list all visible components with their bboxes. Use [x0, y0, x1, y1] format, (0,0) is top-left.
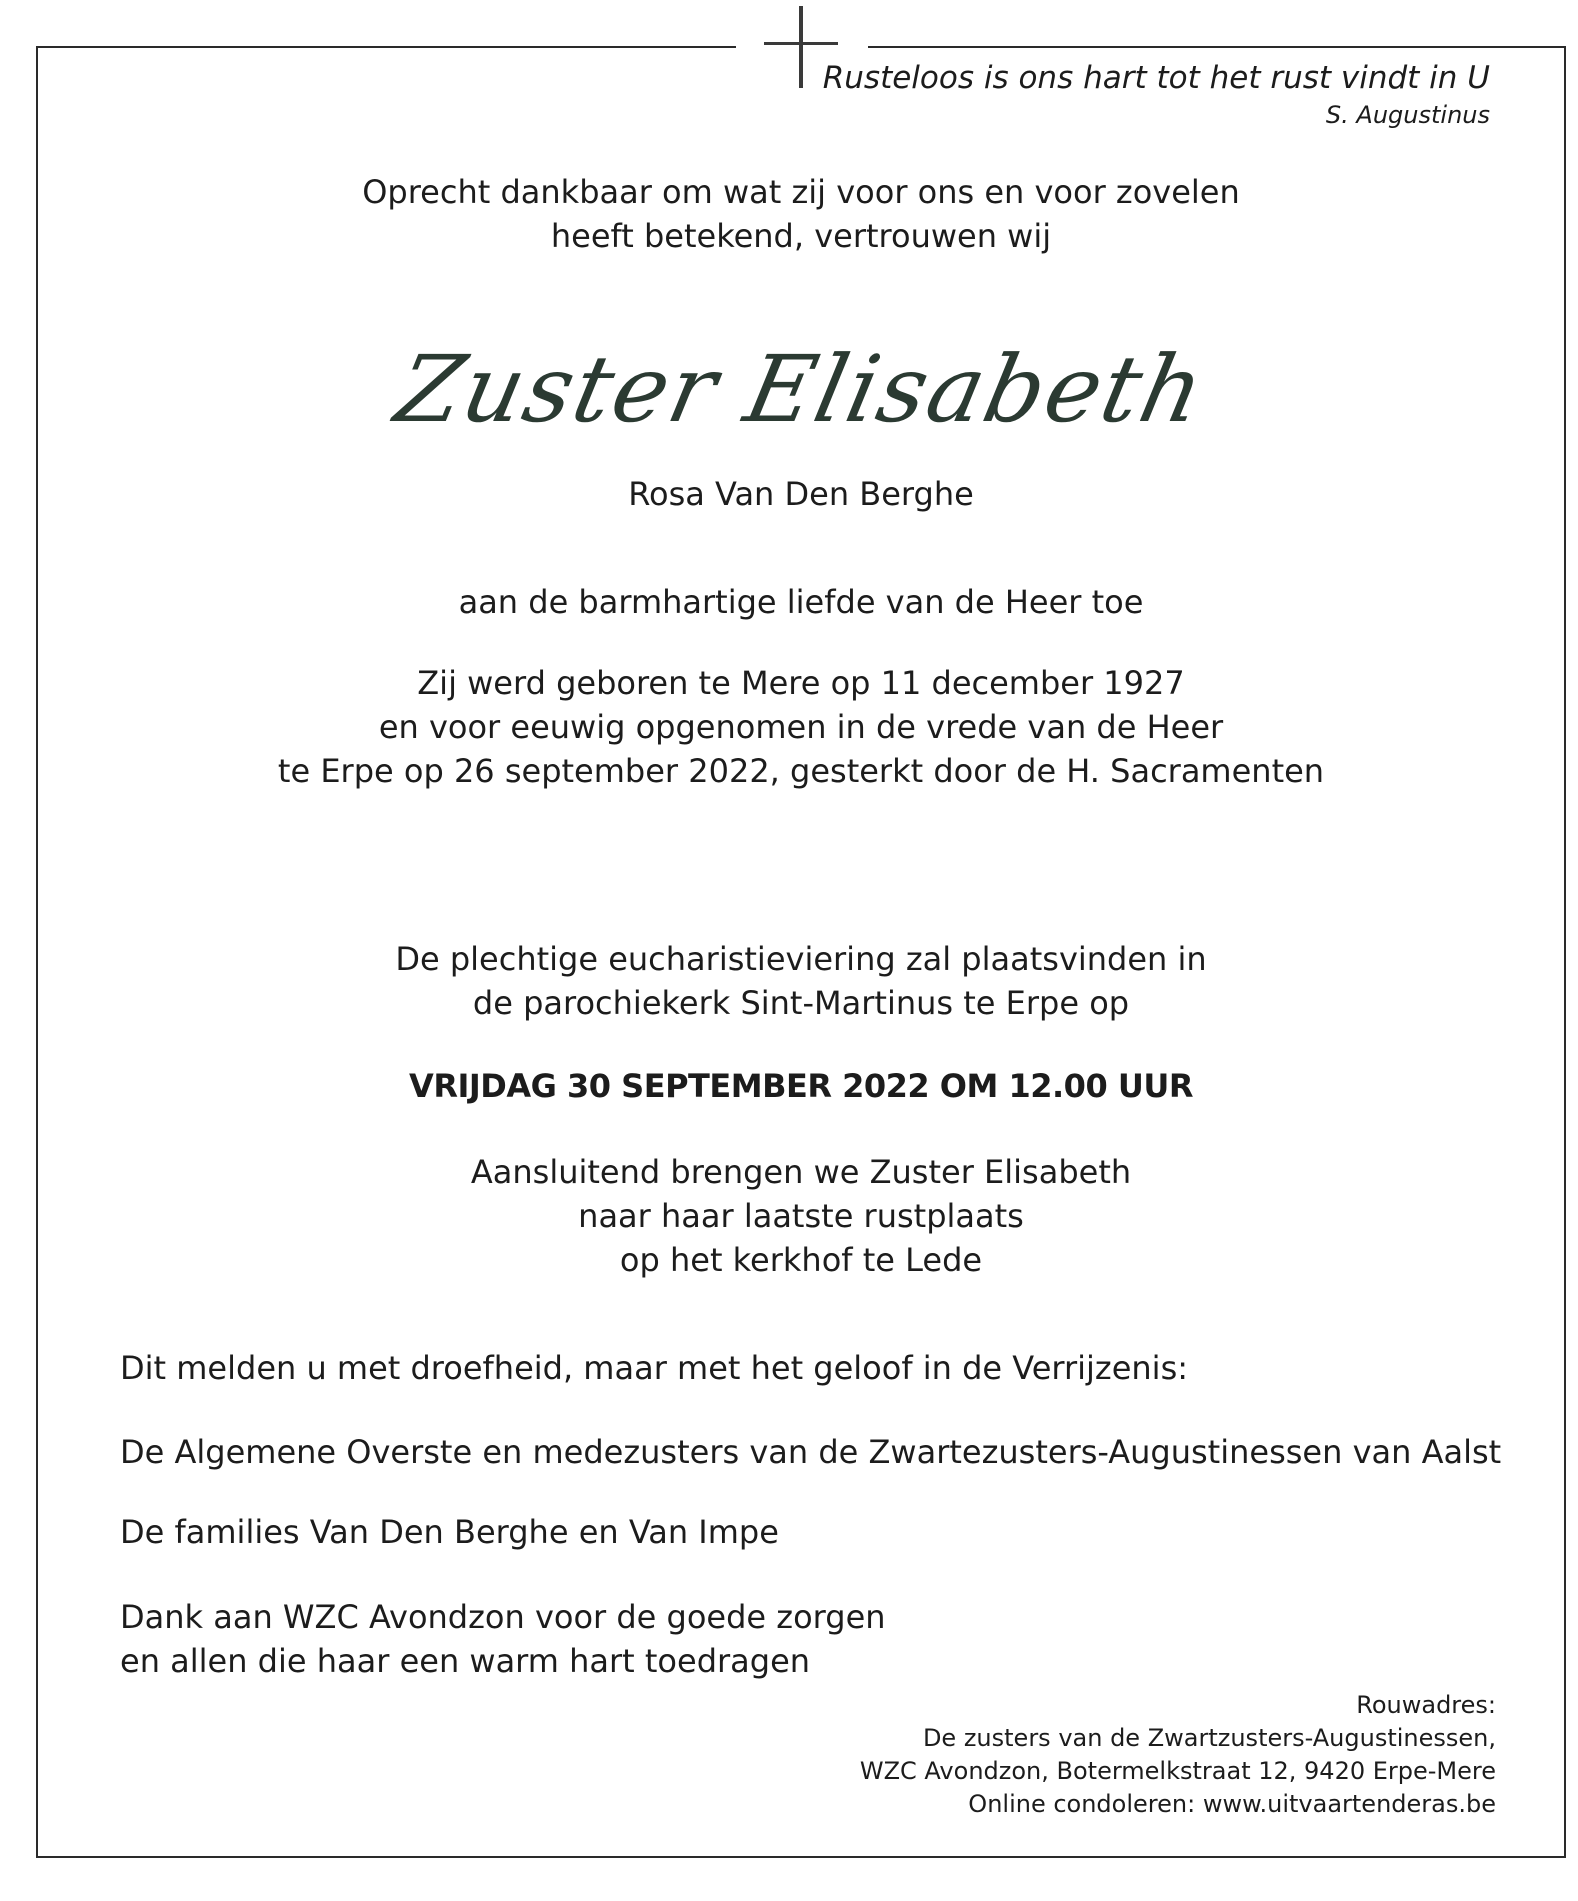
intro-line-2: heeft betekend, vertrouwen wij: [550, 217, 1052, 255]
ceremony-block: [36, 937, 1566, 1025]
burial-line-3: op het kerkhof te Lede: [619, 1241, 983, 1279]
burial-line-2: naar haar laatste rustplaats: [578, 1197, 1024, 1235]
address-line-2: WZC Avondzon, Botermelkstraat 12, 9420 Erpe-Mere: [859, 1757, 1496, 1785]
life-block: [36, 661, 1566, 793]
burial-block: [36, 1150, 1566, 1282]
thanks-block: [120, 1595, 886, 1683]
burial-line-1: Aansluitend brengen we Zuster Elisabeth: [470, 1153, 1132, 1191]
thanks-line-2: en allen die haar een warm hart toedragen: [120, 1642, 811, 1680]
quote-block: [823, 58, 1490, 132]
life-line-2: en voor eeuwig opgenomen in de vrede van de Heer: [378, 708, 1224, 746]
ceremony-line-1: De plechtige eucharistieviering zal plaatsvinden in: [395, 940, 1207, 978]
mourners-sisters: De Algemene Overste en medezusters van de Zwartezusters-Augustinessen van Aalst: [120, 1433, 1502, 1471]
ceremony-datetime: VRIJDAG 30 SEPTEMBER 2022 OM 12.00 UUR: [409, 1067, 1193, 1105]
civil-name: Rosa Van Den Berghe: [628, 475, 974, 513]
thanks-line-1: Dank aan WZC Avondzon voor de goede zorgen: [120, 1598, 886, 1636]
life-line-1: Zij werd geboren te Mere op 11 december 1927: [417, 664, 1185, 702]
quote-author: S. Augustinus: [1325, 101, 1490, 129]
address-block: [860, 1689, 1496, 1821]
ceremony-line-2: de parochiekerk Sint-Martinus te Erpe op: [472, 984, 1130, 1022]
address-label: Rouwadres:: [1356, 1691, 1496, 1719]
ceremony-datetime-block: [36, 1064, 1566, 1108]
mourners-families: De families Van Den Berghe en Van Impe: [120, 1513, 779, 1551]
civil-name-block: [36, 472, 1566, 516]
announcement-intro: Dit melden u met droefheid, maar met het geloof in de Verrijzenis:: [120, 1349, 1189, 1387]
online-condolence: Online condoleren: www.uitvaartenderas.be: [968, 1790, 1496, 1818]
address-line-1: De zusters van de Zwartzusters-Augustinessen,: [922, 1724, 1496, 1752]
intro-text: [36, 170, 1566, 258]
intro-line-1: Oprecht dankbaar om wat zij voor ons en voor zovelen: [362, 173, 1240, 211]
life-line-3: te Erpe op 26 september 2022, gesterkt door de H. Sacramenten: [277, 752, 1325, 790]
quote-text: Rusteloos is ons hart tot het rust vindt in U: [822, 60, 1490, 96]
entrusted-text: aan de barmhartige liefde van de Heer toe: [458, 583, 1144, 621]
deceased-name-signature: Zuster Elisabeth: [387, 336, 1215, 443]
entrusted-block: [36, 580, 1566, 624]
